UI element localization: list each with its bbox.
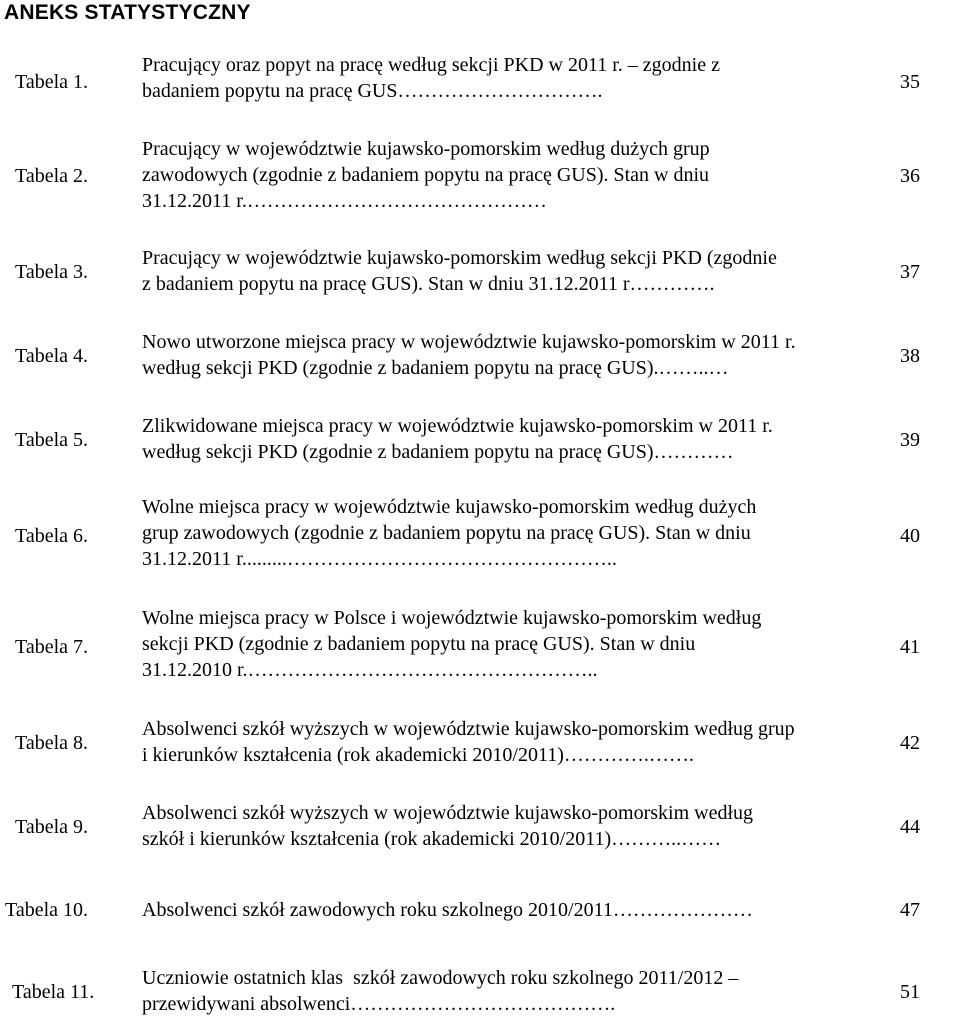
toc-entry-label: Tabela 6.	[15, 525, 89, 547]
toc-entry-label: Tabela 1.	[15, 71, 89, 93]
toc-entry-page-number: 40	[900, 525, 920, 547]
toc-entry-label: Tabela 11.	[12, 981, 95, 1003]
toc-entry-description: Uczniowie ostatnich klas szkół zawodowych roku szkolnego 2011/2012 – przewidywani absolwenci………………………………….	[142, 967, 739, 1015]
toc-entry-description: Pracujący w województwie kujawsko-pomorskim według sekcji PKD (zgodnie z badaniem popytu na pracę GUS). Stan w dniu 31.12.2011 r………….	[142, 247, 777, 295]
toc-entry-description: Wolne miejsca pracy w Polsce i województwie kujawsko-pomorskim według sekcji PKD (zgodnie z badaniem popytu na pracę GUS). Stan w dniu 31.12.2010 r.……………………………………………..	[142, 607, 762, 681]
toc-entry-label: Tabela 7.	[15, 636, 89, 658]
toc-entry-description: Absolwenci szkół wyższych w województwie kujawsko-pomorskim według grup i kierunków kształcenia (rok akademicki 2010/2011)………….…….	[142, 718, 795, 766]
toc-entry-label: Tabela 3.	[15, 261, 89, 283]
toc-entry-page-number: 47	[900, 899, 920, 921]
toc-entry-page-number: 42	[900, 732, 920, 754]
toc-entry-label: Tabela 10.	[5, 899, 89, 921]
toc-entry-description: Zlikwidowane miejsca pracy w województwie kujawsko-pomorskim w 2011 r. według sekcji PKD (zgodnie z badaniem popytu na pracę GUS)…………	[142, 415, 773, 463]
toc-entry-label: Tabela 9.	[15, 816, 89, 838]
toc-entry-label: Tabela 8.	[15, 732, 89, 754]
toc-entry-page-number: 39	[900, 429, 920, 451]
toc-entry-page-number: 41	[900, 636, 920, 658]
toc-entry-label: Tabela 2.	[15, 165, 89, 187]
toc-entry-label: Tabela 4.	[15, 345, 89, 367]
toc-entry-page-number: 36	[900, 165, 920, 187]
toc-entry-description: Pracujący w województwie kujawsko-pomorskim według dużych grup zawodowych (zgodnie z badaniem popytu na pracę GUS). Stan w dniu 31.12.2011 r.………………………………………	[142, 138, 710, 212]
toc-entry-page-number: 35	[900, 71, 920, 93]
toc-entry-page-number: 37	[900, 261, 920, 283]
toc-entry-description: Absolwenci szkół wyższych w województwie kujawsko-pomorskim według szkół i kierunków kształcenia (rok akademicki 2010/2011)………..……	[142, 802, 753, 850]
page-title: ANEKS STATYSTYCZNY	[4, 1, 251, 24]
toc-entry-page-number: 44	[900, 816, 920, 838]
toc-entry-page-number: 51	[900, 981, 920, 1003]
toc-entry-description: Wolne miejsca pracy w województwie kujawsko-pomorskim według dużych grup zawodowych (zgodnie z badaniem popytu na pracę GUS). Stan w dniu 31.12.2011 r.........…………………………………………..	[142, 496, 757, 570]
toc-entry-page-number: 38	[900, 345, 920, 367]
toc-entry-label: Tabela 5.	[15, 429, 89, 451]
toc-entry-description: Pracujący oraz popyt na pracę według sekcji PKD w 2011 r. – zgodnie z badaniem popytu na pracę GUS………………………….	[142, 54, 720, 102]
toc-entry-description: Nowo utworzone miejsca pracy w województwie kujawsko-pomorskim w 2011 r. według sekcji PKD (zgodnie z badaniem popytu na pracę GUS).……..…	[142, 331, 796, 379]
toc-entry-description: Absolwenci szkół zawodowych roku szkolnego 2010/2011…………………	[142, 899, 753, 921]
